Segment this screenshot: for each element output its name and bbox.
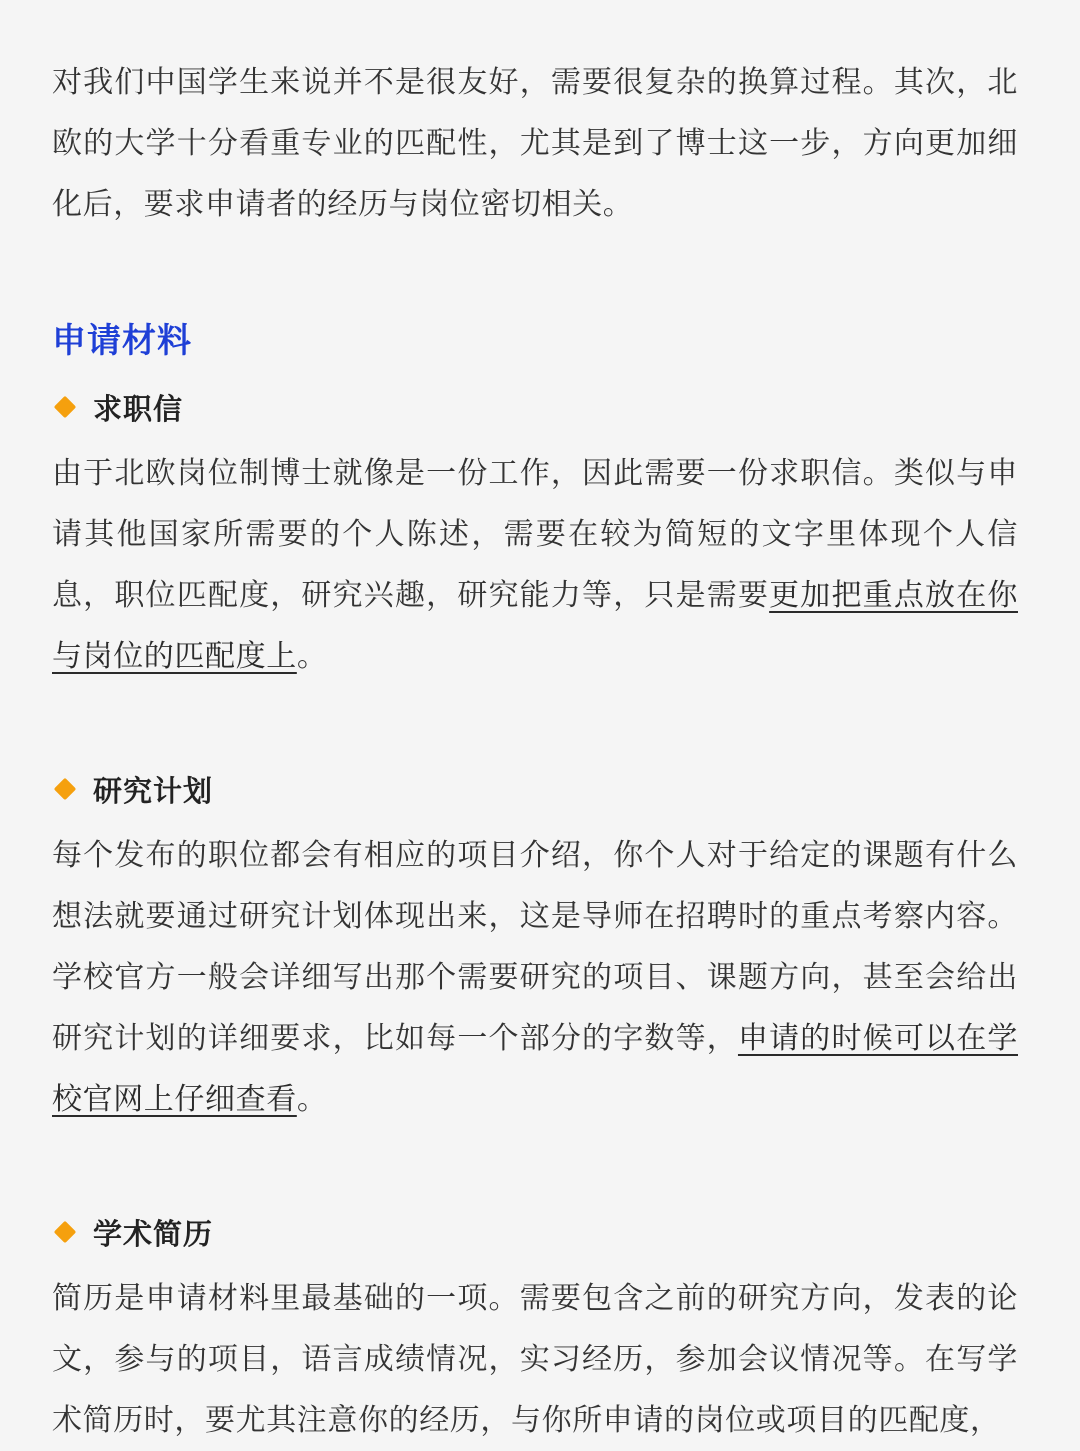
paragraph-text: 由于北欧岗位制博士就像是一份工作，因此需要一份求职信。类似与申请其他国家所需要的个人陈述，需要在较为简短的文字里体现个人信息，职位匹配度，研究兴趣，研究能力等，只是需要	[52, 456, 1018, 613]
section-title: 申请材料	[52, 321, 192, 361]
diamond-bullet-icon	[54, 396, 77, 419]
diamond-bullet-icon	[54, 1221, 77, 1244]
academic-cv-paragraph	[52, 1268, 1018, 1451]
diamond-bullet-icon	[54, 778, 77, 801]
subheading-label: 研究计划	[93, 773, 214, 808]
paragraph-text: 每个发布的职位都会有相应的项目介绍，你个人对于给定的课题有什么想法就要通过研究计划体现出来，这是导师在招聘时的重点考察内容。学校官方一般会详细写出那个需要研究的项目、课题方向，甚至会给出研究计划的详细要求，比如每一个部分的字数等，	[52, 838, 1018, 1056]
underlined-link-text[interactable]: 更加把重点放在你与岗位的匹配度上	[52, 578, 1018, 674]
subheading-academic-cv	[52, 1210, 1018, 1254]
underlined-link-text[interactable]: 申请的时候可以在学校官网上仔细查看	[52, 1021, 1018, 1117]
subheading-cover-letter	[52, 385, 1018, 429]
paragraph-text: 简历是申请材料里最基础的一项。需要包含之前的研究方向，发表的论文，参与的项目，语言成绩情况，实习经历，参加会议情况等。在写学术简历时，要尤其注意你的经历，与你所申请的岗位或项目的匹配度，	[52, 1281, 1018, 1438]
subheading-label: 求职信	[93, 391, 184, 426]
subheading-label: 学术简历	[93, 1216, 214, 1251]
paragraph-tail: 。	[296, 1082, 328, 1117]
subheading-research-plan	[52, 767, 1018, 811]
intro-paragraph: 对我们中国学生来说并不是很友好，需要很复杂的换算过程。其次，北欧的大学十分看重专业的匹配性，尤其是到了博士这一步，方向更加细化后，要求申请者的经历与岗位密切相关。	[52, 65, 1018, 222]
paragraph-tail: 。	[296, 639, 328, 674]
cover-letter-paragraph	[52, 443, 1018, 687]
research-plan-paragraph	[52, 825, 1018, 1130]
